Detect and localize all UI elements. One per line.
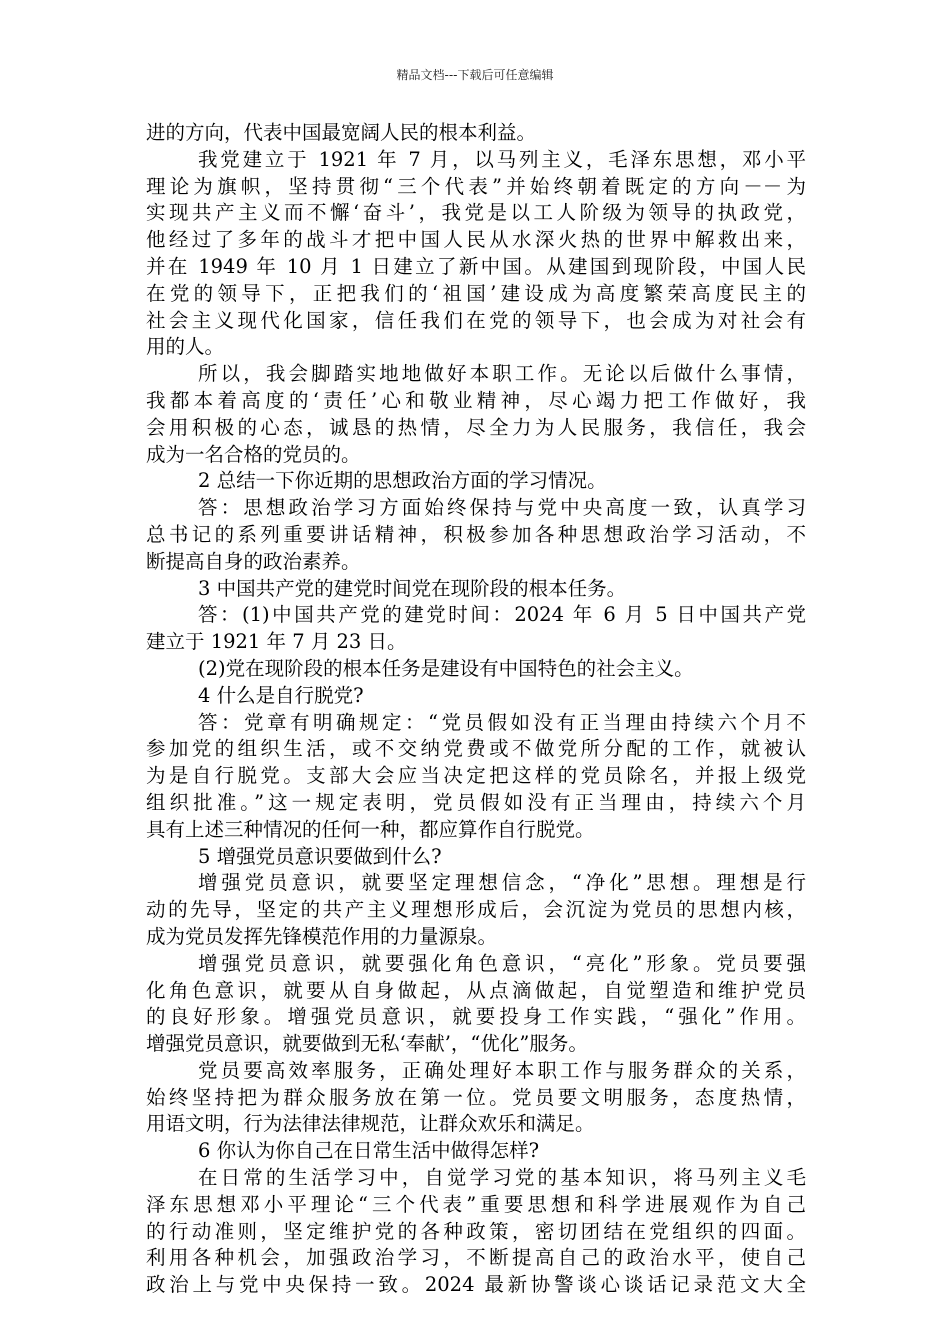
text-line: 用语文明，行为法律法律规范，让群众欢乐和满足。 — [146, 1112, 595, 1136]
text-line: 建立于 1921 年 7 月 23 日。 — [146, 630, 407, 654]
text-line: 答：(1)中国共产党的建党时间：2024 年 6 月 5 日中国共产党 — [198, 603, 806, 627]
text-line: 会用积极的心态，诚恳的热情，尽全力为人民服务，我信任，我会 — [146, 415, 806, 439]
text-line: 断提高自身的政治素养。 — [146, 549, 361, 573]
text-line: 的行动准则，坚定维护党的各种政策，密切团结在党组织的四面。 — [146, 1219, 806, 1243]
text-line: 答：思想政治学习方面始终保持与党中央高度一致，认真学习 — [198, 496, 806, 520]
text-line: 在党的领导下，正把我们的‘祖国’建设成为高度繁荣高度民主的 — [146, 281, 806, 305]
text-line: 成为党员发挥先锋模范作用的力量源泉。 — [146, 924, 498, 948]
text-line: 他经过了多年的战斗才把中国人民从水深火热的世界中解救出来， — [146, 228, 806, 252]
text-line: 增强党员意识，就要强化角色意识，“亮化”形象。党员要强 — [198, 951, 806, 975]
text-line: 具有上述三种情况的任何一种，都应算作自行脱党。 — [146, 817, 595, 841]
text-line: 泽东思想邓小平理论“三个代表”重要思想和科学进展观作为自己 — [146, 1192, 806, 1216]
text-line: 组织批准。”这一规定表明，党员假如没有正当理由，持续六个月 — [146, 790, 806, 814]
text-line: 并在 1949 年 10 月 1 日建立了新中国。从建国到现阶段，中国人民 — [146, 254, 806, 278]
text-line: 参加党的组织生活，或不交纳党费或不做党所分配的工作，就被认 — [146, 737, 806, 761]
text-line: 社会主义现代化国家，信任我们在党的领导下，也会成为对社会有 — [146, 308, 806, 332]
text-line: 6 你认为你自己在日常生活中做得怎样? — [198, 1139, 540, 1163]
text-line: 进的方向，代表中国最宽阔人民的根本利益。 — [146, 121, 537, 144]
text-line: 所以，我会脚踏实地地做好本职工作。无论以后做什么事情， — [198, 362, 806, 386]
text-line: 动的先导，坚定的共产主义理想形成后，会沉淀为党员的思想内核， — [146, 898, 806, 922]
document-body — [146, 120, 806, 1299]
text-line: 4 什么是自行脱党? — [198, 683, 364, 707]
text-line: 政治上与党中央保持一致。2024 最新协警谈心谈话记录范文大全 — [146, 1273, 806, 1297]
text-line: 总书记的系列重要讲话精神，积极参加各种思想政治学习活动，不 — [146, 522, 806, 546]
text-line: 的良好形象。增强党员意识，就要投身工作实践，“强化”作用。 — [146, 1005, 806, 1029]
text-line: (2)党在现阶段的根本任务是建设有中国特色的社会主义。 — [198, 656, 694, 680]
text-line: 3 中国共产党的建党时间党在现阶段的根本任务。 — [198, 576, 627, 600]
text-line: 用的人。 — [146, 335, 225, 359]
text-line: 我都本着高度的‘责任’心和敬业精神，尽心竭力把工作做好，我 — [146, 388, 806, 412]
text-line: 答：党章有明确规定：“党员假如没有正当理由持续六个月不 — [198, 710, 806, 734]
text-line: 在日常的生活学习中，自觉学习党的基本知识，将马列主义毛 — [198, 1166, 806, 1190]
text-line: 成为一名合格的党员的。 — [146, 442, 361, 466]
text-line: 实现共产主义而不懈‘奋斗’，我党是以工人阶级为领导的执政党， — [146, 201, 806, 225]
text-line: 党员要高效率服务，正确处理好本职工作与服务群众的关系， — [198, 1058, 806, 1082]
text-line: 理论为旗帜，坚持贯彻“三个代表”并始终朝着既定的方向－－为 — [146, 174, 806, 198]
text-line: 利用各种机会，加强政治学习，不断提高自己的政治水平，使自己 — [146, 1246, 806, 1270]
text-line: 增强党员意识，就要坚定理想信念，“净化”思想。理想是行 — [198, 871, 806, 895]
page-header: 精品文档---下载后可任意编辑 — [396, 68, 554, 82]
text-line: 5 增强党员意识要做到什么? — [198, 844, 442, 868]
text-line: 增强党员意识，就要做到无私‘奉献’，“优化”服务。 — [146, 1032, 588, 1056]
text-line: 为是自行脱党。支部大会应当决定把这样的党员除名，并报上级党 — [146, 764, 806, 788]
text-line: 我党建立于 1921 年 7 月，以马列主义，毛泽东思想，邓小平 — [198, 147, 806, 171]
text-line: 化角色意识，就要从自身做起，从点滴做起，自觉塑造和维护党员 — [146, 978, 806, 1002]
text-line: 始终坚持把为群众服务放在第一位。党员要文明服务，态度热情， — [146, 1085, 806, 1109]
text-line: 2 总结一下你近期的思想政治方面的学习情况。 — [198, 469, 607, 493]
